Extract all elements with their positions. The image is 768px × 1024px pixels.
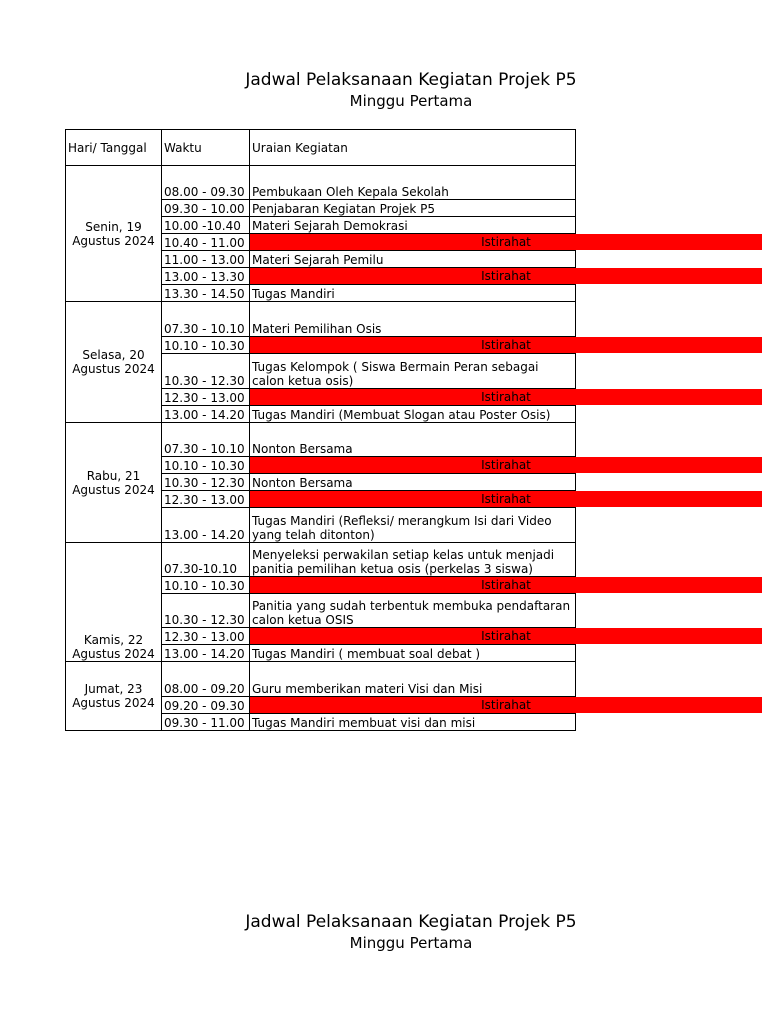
time-cell: 13.00 - 14.20: [162, 406, 250, 423]
time-cell: 09.20 - 09.30: [162, 697, 250, 714]
time-cell: 10.10 - 10.30: [162, 337, 250, 354]
time-cell: 10.10 - 10.30: [162, 457, 250, 474]
activity-cell: Nonton Bersama: [250, 423, 576, 457]
time-cell: 07.30 - 10.10: [162, 302, 250, 337]
break-label: Istirahat: [250, 628, 762, 644]
day-date-cell: Selasa, 20 Agustus 2024: [66, 302, 162, 423]
time-cell: 10.30 - 12.30: [162, 354, 250, 389]
activity-cell: Materi Sejarah Demokrasi: [250, 217, 576, 234]
table-row: [66, 423, 576, 457]
time-cell: 10.00 -10.40: [162, 217, 250, 234]
time-cell: 10.30 - 12.30: [162, 594, 250, 628]
break-cell: [250, 337, 576, 354]
break-cell: [250, 628, 576, 645]
time-cell: 11.00 - 13.00: [162, 251, 250, 268]
activity-cell: Tugas Mandiri: [250, 285, 576, 302]
break-label: Istirahat: [250, 457, 762, 473]
header-desc: Uraian Kegiatan: [250, 130, 576, 166]
time-cell: 09.30 - 11.00: [162, 714, 250, 731]
time-cell: 13.00 - 13.30: [162, 268, 250, 285]
table-row: [66, 662, 576, 697]
activity-cell: Nonton Bersama: [250, 474, 576, 491]
header-day: Hari/ Tanggal: [66, 130, 162, 166]
schedule-title-top: [0, 69, 768, 111]
time-cell: 13.00 - 14.20: [162, 645, 250, 662]
time-cell: 09.30 - 10.00: [162, 200, 250, 217]
header-time: Waktu: [162, 130, 250, 166]
activity-cell: Tugas Kelompok ( Siswa Bermain Peran sebagai calon ketua osis): [250, 354, 576, 389]
time-cell: 12.30 - 13.00: [162, 491, 250, 508]
page-title-repeat: Jadwal Pelaksanaan Kegiatan Projek P5: [245, 912, 577, 932]
break-cell: [250, 268, 576, 285]
break-cell: [250, 491, 576, 508]
break-label: Istirahat: [250, 389, 762, 405]
break-label: Istirahat: [250, 697, 762, 713]
activity-cell: Menyeleksi perwakilan setiap kelas untuk menjadi panitia pemilihan ketua osis (perkelas 3 siswa): [250, 543, 576, 577]
table-row: [66, 543, 576, 577]
break-label: Istirahat: [250, 577, 762, 593]
activity-cell: Tugas Mandiri (Membuat Slogan atau Poster Osis): [250, 406, 576, 423]
time-cell: 07.30-10.10: [162, 543, 250, 577]
time-cell: 12.30 - 13.00: [162, 389, 250, 406]
day-date-cell: Jumat, 23 Agustus 2024: [66, 662, 162, 731]
break-cell: [250, 457, 576, 474]
activity-cell: Materi Pemilihan Osis: [250, 302, 576, 337]
break-label: Istirahat: [250, 337, 762, 353]
break-label: Istirahat: [250, 491, 762, 507]
day-date-cell: Senin, 19 Agustus 2024: [66, 166, 162, 302]
day-date-cell: Kamis, 22 Agustus 2024: [66, 543, 162, 662]
time-cell: 10.10 - 10.30: [162, 577, 250, 594]
activity-cell: Pembukaan Oleh Kepala Sekolah: [250, 166, 576, 200]
activity-cell: Panitia yang sudah terbentuk membuka pendaftaran calon ketua OSIS: [250, 594, 576, 628]
table-header-row: [66, 130, 576, 166]
activity-cell: Tugas Mandiri ( membuat soal debat ): [250, 645, 576, 662]
time-cell: 10.40 - 11.00: [162, 234, 250, 251]
time-cell: 07.30 - 10.10: [162, 423, 250, 457]
time-cell: 10.30 - 12.30: [162, 474, 250, 491]
table-row: [66, 166, 576, 200]
break-label: Istirahat: [250, 234, 762, 250]
activity-cell: Tugas Mandiri membuat visi dan misi: [250, 714, 576, 731]
time-cell: 12.30 - 13.00: [162, 628, 250, 645]
break-cell: [250, 234, 576, 251]
page-subtitle: Minggu Pertama: [349, 92, 473, 110]
activity-cell: Tugas Mandiri (Refleksi/ merangkum Isi dari Video yang telah ditonton): [250, 508, 576, 543]
activity-cell: Guru memberikan materi Visi dan Misi: [250, 662, 576, 697]
time-cell: 08.00 - 09.30: [162, 166, 250, 200]
break-cell: [250, 577, 576, 594]
day-date-cell: Rabu, 21 Agustus 2024: [66, 423, 162, 543]
time-cell: 13.00 - 14.20: [162, 508, 250, 543]
page-title: Jadwal Pelaksanaan Kegiatan Projek P5: [245, 70, 577, 90]
activity-cell: Materi Sejarah Pemilu: [250, 251, 576, 268]
schedule-table: [65, 129, 576, 731]
break-cell: [250, 389, 576, 406]
schedule-title-bottom: [0, 911, 768, 953]
page-subtitle-repeat: Minggu Pertama: [349, 934, 473, 952]
break-cell: [250, 697, 576, 714]
break-label: Istirahat: [250, 268, 762, 284]
time-cell: 08.00 - 09.20: [162, 662, 250, 697]
table-row: [66, 302, 576, 337]
time-cell: 13.30 - 14.50: [162, 285, 250, 302]
activity-cell: Penjabaran Kegiatan Projek P5: [250, 200, 576, 217]
